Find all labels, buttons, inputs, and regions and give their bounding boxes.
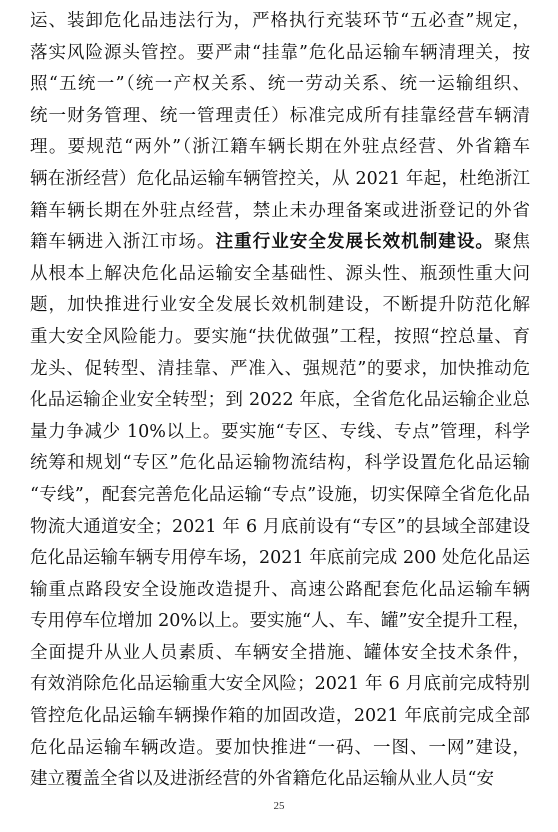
text-line-3: 照“五统一”（统一产权关系、统一劳动关系、统一运输组织、 [30,74,530,95]
text-line-23: 管控危化品运输车辆操作箱的加固改造，2021 年底前完成全部 [30,706,530,727]
text-line-7: 籍车辆长期在外驻点经营，禁止未办理备案或进浙登记的外省 [30,200,530,221]
page-number: 25 [273,800,285,812]
text-line-9: 从根本上解决危化品运输安全基础性、源头性、瓶颈性重大问 [30,263,530,284]
section-heading-inline: 注重行业安全发展长效机制建设。 [215,232,494,253]
text-line-4: 统一财务管理、统一管理责任）标准完成所有挂靠经营车辆清 [30,105,530,126]
text-line-5: 理。要规范“两外”（浙江籍车辆长期在外驻点经营、外省籍车 [30,137,530,158]
text-line-1: 运、装卸危化品违法行为，严格执行充装环节“五必查”规定， [30,11,530,31]
text-line-8-start: 籍车辆进入浙江市场。 [30,232,216,253]
text-line-15: 统筹和规划“专区”危化品运输物流结构，科学设置危化品运输 [30,453,530,474]
text-line-8 [30,227,530,259]
text-line-19: 输重点路段安全设施改造提升、高速公路配套危化品运输车辆 [30,579,530,600]
text-line-25: 建立覆盖全省以及进浙经营的外省籍危化品运输从业人员“安 [30,769,494,790]
text-line-10: 题，加快推进行业安全发展长效机制建设，不断提升防范化解 [30,295,530,316]
text-line-20: 专用停车位增加 20%以上。要实施“人、车、罐”安全提升工程， [30,611,530,632]
text-line-6: 辆在浙经营）危化品运输车辆管控关，从 2021 年起，杜绝浙江 [30,168,530,189]
text-line-8-tail: 聚焦 [493,232,530,253]
text-line-22: 有效消除危化品运输重大安全风险；2021 年 6 月底前完成特别 [30,674,530,695]
text-line-11: 重大安全风险能力。要实施“扶优做强”工程，按照“控总量、育 [30,326,530,347]
text-line-2: 落实风险源头管控。要严肃“挂靠”危化品运输车辆清理关，按 [30,42,530,63]
text-line-17: 物流大通道安全；2021 年 6 月底前设有“专区”的县域全部建设 [30,516,530,537]
text-line-24: 危化品运输车辆改造。要加快推进“一码、一图、一网”建设， [30,737,530,758]
text-line-12: 龙头、促转型、清挂靠、严准入、强规范”的要求，加快推动危 [30,358,530,379]
body-text [30,6,530,796]
text-line-13: 化品运输企业安全转型；到 2022 年底，全省危化品运输企业总 [30,390,530,411]
text-line-18: 危化品运输车辆专用停车场，2021 年底前完成 200 处危化品运 [30,548,530,569]
text-line-16: “专线”，配套完善危化品运输“专点”设施，切实保障全省危化品 [30,484,530,505]
text-line-21: 全面提升从业人员素质、车辆安全措施、罐体安全技术条件， [30,642,530,663]
text-line-14: 量力争减少 10%以上。要实施“专区、专线、专点”管理，科学 [30,421,530,442]
